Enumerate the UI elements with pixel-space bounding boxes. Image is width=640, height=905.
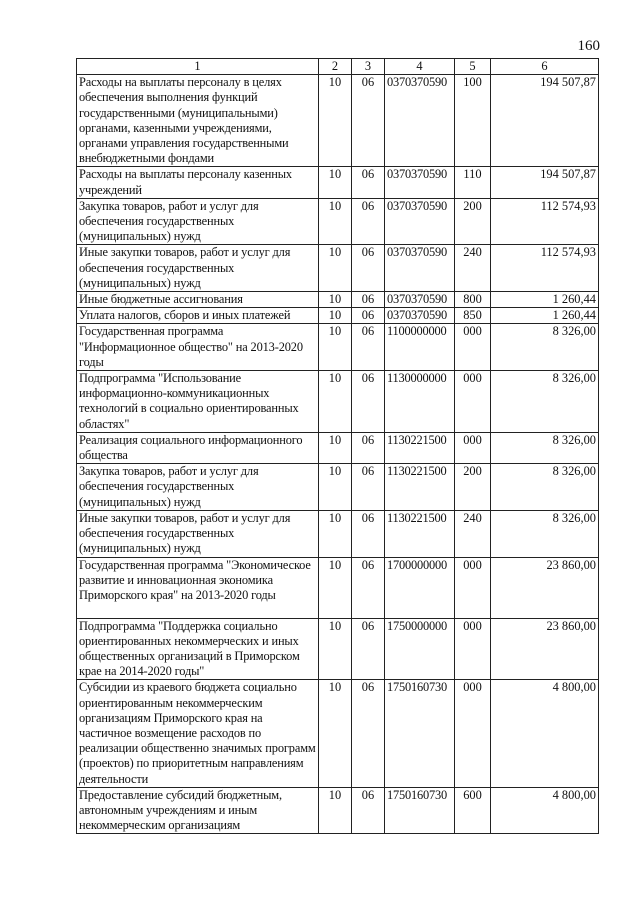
row-expense-type-cell: 000 xyxy=(455,371,491,433)
row-amount-cell: 194 507,87 xyxy=(491,75,599,167)
row-name-cell: Реализация социального информационного общества xyxy=(77,432,319,463)
row-name-cell: Иные закупки товаров, работ и услуг для обеспечения государственных (муниципальных) нужд xyxy=(77,245,319,292)
row-subsection-cell: 06 xyxy=(352,787,385,834)
row-section-cell: 10 xyxy=(319,324,352,371)
row-target-article-cell: 0370370590 xyxy=(385,75,455,167)
row-amount-cell: 8 326,00 xyxy=(491,371,599,433)
row-amount-cell: 8 326,00 xyxy=(491,464,599,511)
table-row xyxy=(77,680,599,787)
table-row xyxy=(77,618,599,680)
row-subsection-cell: 06 xyxy=(352,245,385,292)
table-row xyxy=(77,75,599,167)
row-target-article-cell: 0370370590 xyxy=(385,308,455,324)
row-subsection-cell: 06 xyxy=(352,618,385,680)
row-amount-cell: 4 800,00 xyxy=(491,680,599,787)
row-section-cell: 10 xyxy=(319,292,352,308)
row-name-cell: Подпрограмма "Использование информационно-коммуникационных технологий в социально ориентированных областях" xyxy=(77,371,319,433)
row-subsection-cell: 06 xyxy=(352,75,385,167)
row-amount-cell: 23 860,00 xyxy=(491,618,599,680)
row-amount-cell: 194 507,87 xyxy=(491,167,599,198)
row-subsection-cell: 06 xyxy=(352,510,385,557)
row-expense-type-cell: 200 xyxy=(455,464,491,511)
table-row xyxy=(77,557,599,618)
table-header-row xyxy=(77,59,599,75)
column-header-target-article: 4 xyxy=(385,59,455,75)
row-name-cell: Уплата налогов, сборов и иных платежей xyxy=(77,308,319,324)
row-amount-cell: 23 860,00 xyxy=(491,557,599,618)
row-section-cell: 10 xyxy=(319,198,352,245)
row-amount-cell: 8 326,00 xyxy=(491,432,599,463)
table-row xyxy=(77,245,599,292)
row-target-article-cell: 1130000000 xyxy=(385,371,455,433)
row-target-article-cell: 0370370590 xyxy=(385,167,455,198)
table-row xyxy=(77,198,599,245)
row-expense-type-cell: 850 xyxy=(455,308,491,324)
row-amount-cell: 1 260,44 xyxy=(491,292,599,308)
row-expense-type-cell: 600 xyxy=(455,787,491,834)
row-amount-cell: 4 800,00 xyxy=(491,787,599,834)
column-header-subsection: 3 xyxy=(352,59,385,75)
column-header-amount: 6 xyxy=(491,59,599,75)
table-row xyxy=(77,167,599,198)
column-header-name: 1 xyxy=(77,59,319,75)
row-amount-cell: 112 574,93 xyxy=(491,198,599,245)
row-target-article-cell: 0370370590 xyxy=(385,198,455,245)
row-section-cell: 10 xyxy=(319,308,352,324)
row-target-article-cell: 1130221500 xyxy=(385,464,455,511)
row-target-article-cell: 1750160730 xyxy=(385,787,455,834)
row-expense-type-cell: 000 xyxy=(455,557,491,618)
row-target-article-cell: 1100000000 xyxy=(385,324,455,371)
row-name-cell: Закупка товаров, работ и услуг для обеспечения государственных (муниципальных) нужд xyxy=(77,464,319,511)
table-row xyxy=(77,787,599,834)
row-section-cell: 10 xyxy=(319,371,352,433)
table-row xyxy=(77,324,599,371)
row-subsection-cell: 06 xyxy=(352,198,385,245)
row-subsection-cell: 06 xyxy=(352,324,385,371)
row-name-cell: Государственная программа "Информационное общество" на 2013-2020 годы xyxy=(77,324,319,371)
row-name-cell: Расходы на выплаты персоналу казенных учреждений xyxy=(77,167,319,198)
row-subsection-cell: 06 xyxy=(352,308,385,324)
row-subsection-cell: 06 xyxy=(352,557,385,618)
row-subsection-cell: 06 xyxy=(352,464,385,511)
table-row xyxy=(77,292,599,308)
row-expense-type-cell: 100 xyxy=(455,75,491,167)
row-target-article-cell: 0370370590 xyxy=(385,292,455,308)
row-section-cell: 10 xyxy=(319,618,352,680)
row-expense-type-cell: 200 xyxy=(455,198,491,245)
row-target-article-cell: 1750160730 xyxy=(385,680,455,787)
row-subsection-cell: 06 xyxy=(352,292,385,308)
row-expense-type-cell: 240 xyxy=(455,510,491,557)
row-target-article-cell: 1700000000 xyxy=(385,557,455,618)
row-subsection-cell: 06 xyxy=(352,371,385,433)
row-expense-type-cell: 800 xyxy=(455,292,491,308)
row-expense-type-cell: 000 xyxy=(455,432,491,463)
row-target-article-cell: 1750000000 xyxy=(385,618,455,680)
row-expense-type-cell: 000 xyxy=(455,680,491,787)
row-expense-type-cell: 000 xyxy=(455,324,491,371)
row-section-cell: 10 xyxy=(319,75,352,167)
table-row xyxy=(77,510,599,557)
row-section-cell: 10 xyxy=(319,167,352,198)
table-row xyxy=(77,432,599,463)
row-expense-type-cell: 240 xyxy=(455,245,491,292)
row-section-cell: 10 xyxy=(319,557,352,618)
row-target-article-cell: 1130221500 xyxy=(385,510,455,557)
row-section-cell: 10 xyxy=(319,510,352,557)
row-section-cell: 10 xyxy=(319,432,352,463)
row-amount-cell: 8 326,00 xyxy=(491,324,599,371)
row-section-cell: 10 xyxy=(319,464,352,511)
row-subsection-cell: 06 xyxy=(352,680,385,787)
row-amount-cell: 8 326,00 xyxy=(491,510,599,557)
row-amount-cell: 1 260,44 xyxy=(491,308,599,324)
row-target-article-cell: 0370370590 xyxy=(385,245,455,292)
row-name-cell: Расходы на выплаты персоналу в целях обеспечения выполнения функций государственными (муниципальными) органами, казенными учреждениями, органами управления государственными внебюджетными фондами xyxy=(77,75,319,167)
row-subsection-cell: 06 xyxy=(352,167,385,198)
row-subsection-cell: 06 xyxy=(352,432,385,463)
row-name-cell: Закупка товаров, работ и услуг для обеспечения государственных (муниципальных) нужд xyxy=(77,198,319,245)
row-name-cell: Иные закупки товаров, работ и услуг для обеспечения государственных (муниципальных) нужд xyxy=(77,510,319,557)
row-expense-type-cell: 000 xyxy=(455,618,491,680)
budget-table xyxy=(76,58,599,834)
page-number: 160 xyxy=(577,38,600,54)
row-name-cell: Иные бюджетные ассигнования xyxy=(77,292,319,308)
row-section-cell: 10 xyxy=(319,245,352,292)
column-header-expense-type: 5 xyxy=(455,59,491,75)
row-section-cell: 10 xyxy=(319,680,352,787)
row-section-cell: 10 xyxy=(319,787,352,834)
row-name-cell: Государственная программа "Экономическое развитие и инновационная экономика Приморского края" на 2013-2020 годы xyxy=(77,557,319,618)
row-name-cell: Субсидии из краевого бюджета социально ориентированным некоммерческим организациям Приморского края на частичное возмещение расходов по реализации общественно значимых программ (проектов) по приоритетным направлениям деятельности xyxy=(77,680,319,787)
table-row xyxy=(77,371,599,433)
table-row xyxy=(77,308,599,324)
row-name-cell: Подпрограмма "Поддержка социально ориентированных некоммерческих и иных общественных организаций в Приморском крае на 2014-2020 годы" xyxy=(77,618,319,680)
row-target-article-cell: 1130221500 xyxy=(385,432,455,463)
row-name-cell: Предоставление субсидий бюджетным, автономным учреждениям и иным некоммерческим организациям xyxy=(77,787,319,834)
column-header-section: 2 xyxy=(319,59,352,75)
row-amount-cell: 112 574,93 xyxy=(491,245,599,292)
row-expense-type-cell: 110 xyxy=(455,167,491,198)
table-row xyxy=(77,464,599,511)
